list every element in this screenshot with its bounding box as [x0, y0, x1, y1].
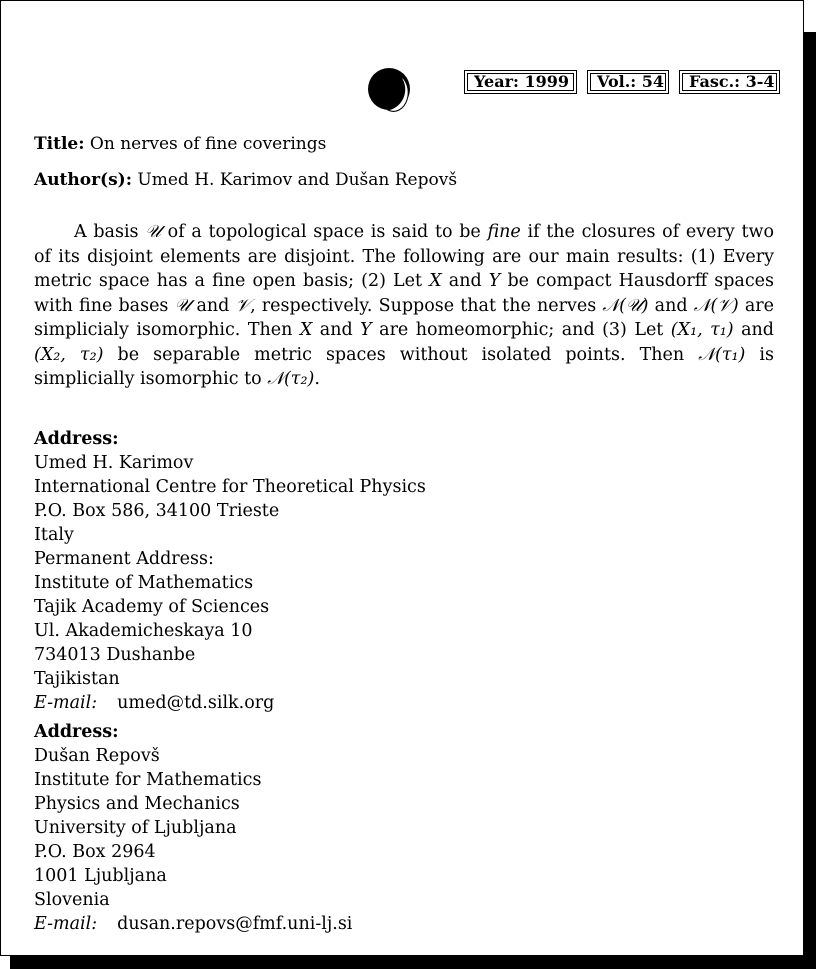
email-link[interactable]: umed@td.silk.org	[117, 693, 275, 713]
address-line: Slovenia	[34, 890, 110, 910]
title-value: On nerves of fine coverings	[89, 134, 327, 154]
address-line: University of Ljubljana	[34, 818, 237, 838]
email-label: E-mail:	[34, 693, 98, 713]
authors-label: Author(s):	[34, 170, 132, 190]
volume-badge: Vol.: 54	[587, 70, 669, 94]
title-label: Title:	[34, 134, 85, 154]
address-line: Institute for Mathematics	[34, 770, 262, 790]
address-line: Dušan Repovš	[34, 746, 160, 766]
address-line: Tajikistan	[34, 669, 120, 689]
year-badge: Year: 1999	[464, 70, 577, 94]
address-line: Umed H. Karimov	[34, 453, 194, 473]
address-line: 734013 Dushanbe	[34, 645, 196, 665]
email-link[interactable]: dusan.repovs@fmf.uni-lj.si	[117, 914, 353, 934]
journal-logo-icon	[366, 66, 412, 112]
address-line: 1001 Ljubljana	[34, 866, 167, 886]
address-line: Institute of Mathematics	[34, 573, 254, 593]
email-line	[34, 691, 426, 715]
abstract	[34, 220, 774, 392]
abstract-paragraph: A basis 𝒰 of a topological space is said to be fine if the closures of every two of its disjoint elements are disjoint. The following are our main results: (1) Every metric space has a fine open basis; (2) Let X and Y be compact Hausdorff spaces with fine bases 𝒰 and 𝒱, respectively. Suppose that the nerves 𝒩(𝒰) and 𝒩(𝒱) are simplicialy isomorphic. Then X and Y are homeomorphic; and (3) Let (X₁, τ₁) and (X₂, τ₂) be separable metric spaces without isolated points. Then 𝒩(τ₁) is simplicially isomorphic to 𝒩(τ₂).	[34, 222, 775, 389]
address-line: P.O. Box 586, 34100 Trieste	[34, 501, 280, 521]
address-line: International Centre for Theoretical Physics	[34, 477, 426, 497]
address-line: Italy	[34, 525, 74, 545]
title-row	[34, 134, 326, 154]
address-line: Physics and Mechanics	[34, 794, 240, 814]
address-line: Ul. Akademicheskaya 10	[34, 621, 253, 641]
authors-value: Umed H. Karimov and Dušan Repovš	[137, 170, 458, 190]
email-line	[34, 912, 352, 936]
address-block-karimov	[34, 427, 426, 715]
authors-row	[34, 170, 457, 190]
address-label: Address:	[34, 722, 119, 742]
address-line: Permanent Address:	[34, 549, 214, 569]
address-label: Address:	[34, 429, 119, 449]
email-label: E-mail:	[34, 914, 98, 934]
address-block-repovs	[34, 720, 352, 936]
page-shadow-right	[804, 32, 816, 969]
page-shadow-bottom	[10, 956, 816, 969]
fascicle-badge: Fasc.: 3-4	[679, 70, 780, 94]
address-line: P.O. Box 2964	[34, 842, 156, 862]
address-line: Tajik Academy of Sciences	[34, 597, 270, 617]
